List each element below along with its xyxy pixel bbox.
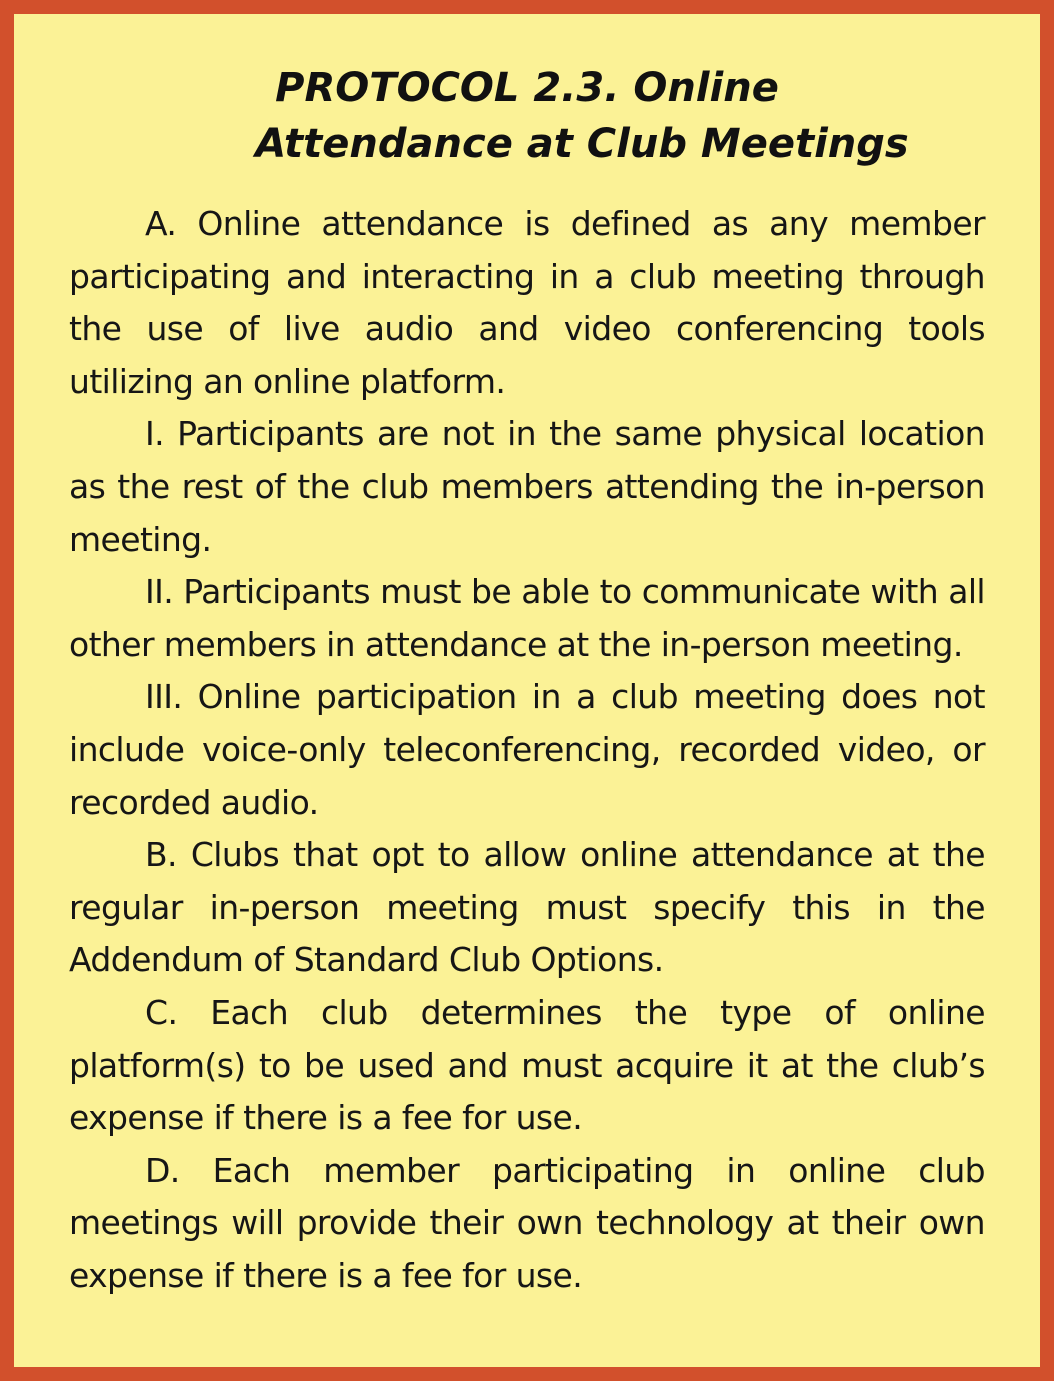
section-a-i: I. Participants are not in the same physical location as the rest of the club members attending the in-person meeting. <box>69 414 985 559</box>
protocol-title <box>14 60 1040 172</box>
section-a-iii: III. Online participation in a club meeting does not include voice-only teleconferencing, recorded video, or recorded audio. <box>69 677 985 822</box>
title-line-2: Attendance at Club Meetings <box>255 121 909 167</box>
section-a: A. Online attendance is defined as any member participating and interacting in a club meeting through the use of live audio and video conferencing tools utilizing an online platform. <box>69 204 985 401</box>
protocol-body <box>69 198 985 1302</box>
protocol-box <box>14 14 1040 1367</box>
title-line-1: PROTOCOL 2.3. Online <box>275 65 779 111</box>
section-b: B. Clubs that opt to allow online attendance at the regular in-person meeting must specify this in the Addendum of Standard Club Options. <box>69 835 985 980</box>
section-a-ii: II. Participants must be able to communicate with all other members in attendance at the in-person meeting. <box>69 572 985 664</box>
section-c: C. Each club determines the type of online platform(s) to be used and must acquire it at the club’s expense if there is a fee for use. <box>69 992 985 1138</box>
section-d: D. Each member participating in online club meetings will provide their own technology at their own expense if there is a fee for use. <box>69 1150 985 1295</box>
